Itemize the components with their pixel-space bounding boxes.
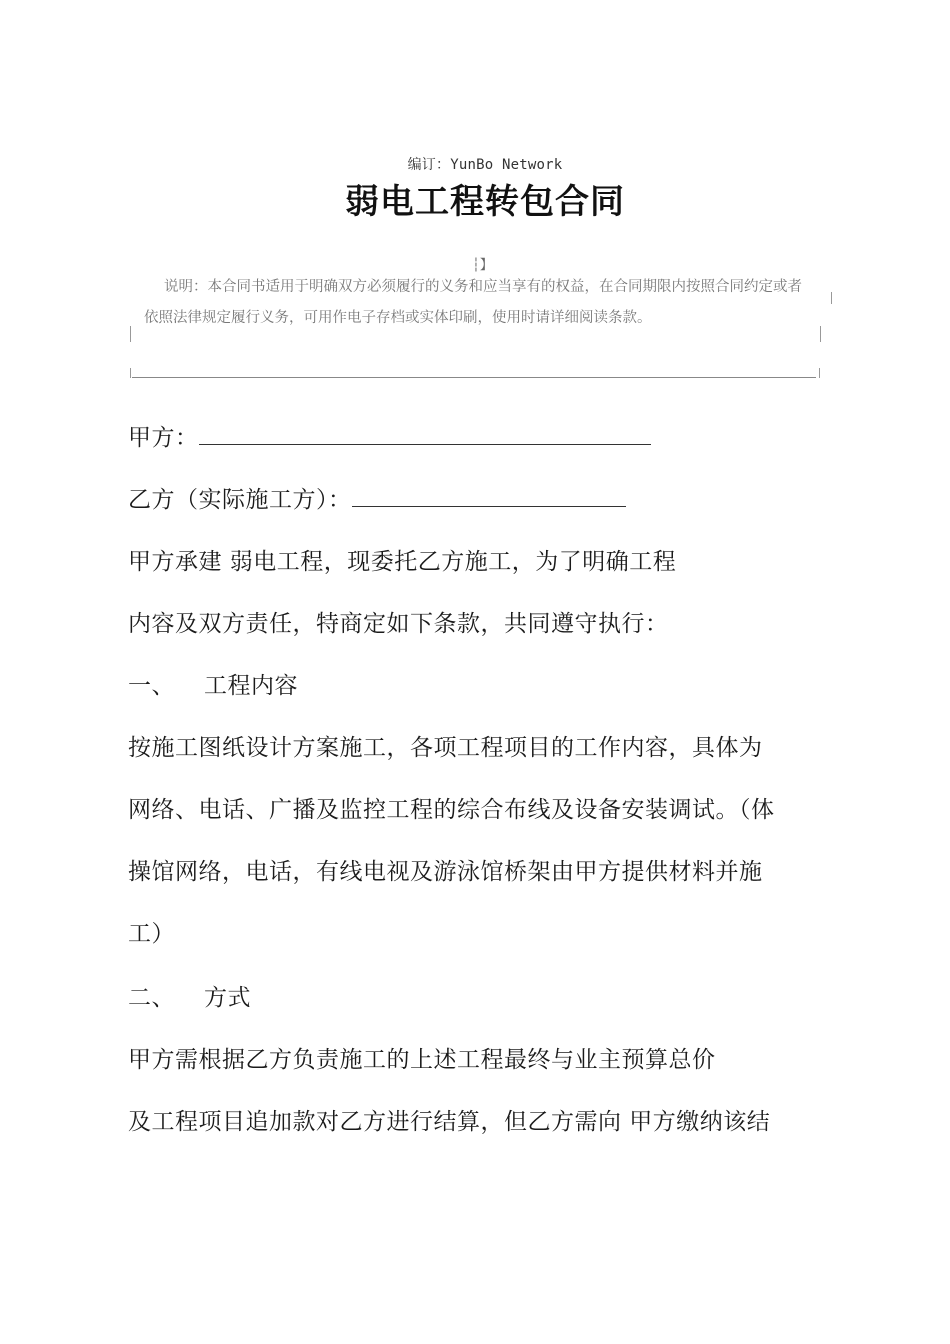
party-b-line: [128, 481, 626, 514]
box-bottom-rule: [132, 377, 816, 378]
section-2-number: 二、: [128, 985, 175, 1011]
box-left-corner: [130, 368, 131, 378]
box-right-tick-top: [831, 292, 832, 304]
box-right-tick: [820, 326, 821, 342]
bracket-mark: ┆】: [472, 258, 493, 273]
party-a-label: 甲方：: [128, 425, 199, 451]
section-2-line-2: 及工程项目追加款对乙方进行结算，但乙方需向 甲方缴纳该结: [128, 1109, 771, 1135]
section-1-heading: [128, 667, 298, 700]
section-2-heading: [128, 979, 251, 1012]
section-1-line-3: 操馆网络，电话，有线电视及游泳馆桥架由甲方提供材料并施: [128, 859, 763, 885]
section-1-line-4: 工）: [128, 921, 175, 947]
description-text: 说明：本合同书适用于明确双方必须履行的义务和应当享有的权益，在合同期限内按照合同约定或者依照法律规定履行义务，可用作电子存档或实体印刷，使用时请详细阅读条款。: [144, 279, 802, 326]
section-2-line-1: 甲方需根据乙方负责施工的上述工程最终与业主预算总价: [128, 1047, 716, 1073]
section-1-line-1: 按施工图纸设计方案施工，各项工程项目的工作内容，具体为: [128, 735, 763, 761]
document-title: 弱电工程转包合同: [345, 182, 625, 222]
intro-line-1: 甲方承建 弱电工程，现委托乙方施工，为了明确工程: [128, 549, 677, 575]
intro-line-2: 内容及双方责任，特商定如下条款，共同遵守执行：: [128, 611, 669, 637]
section-1-number: 一、: [128, 673, 175, 699]
party-a-line: [128, 419, 651, 452]
box-right-corner: [819, 368, 820, 378]
party-b-field[interactable]: [352, 484, 626, 507]
section-1-title: 工程内容: [204, 673, 298, 699]
party-b-label: 乙方（实际施工方）：: [128, 487, 352, 513]
editor-credit: 编订：YunBo Network: [407, 157, 563, 173]
box-left-tick: [130, 326, 131, 342]
description-box: [128, 268, 822, 380]
party-a-field[interactable]: [199, 422, 651, 445]
section-1-line-2: 网络、电话、广播及监控工程的综合布线及设备安装调试。（体: [128, 797, 775, 823]
section-2-title: 方式: [204, 985, 251, 1011]
